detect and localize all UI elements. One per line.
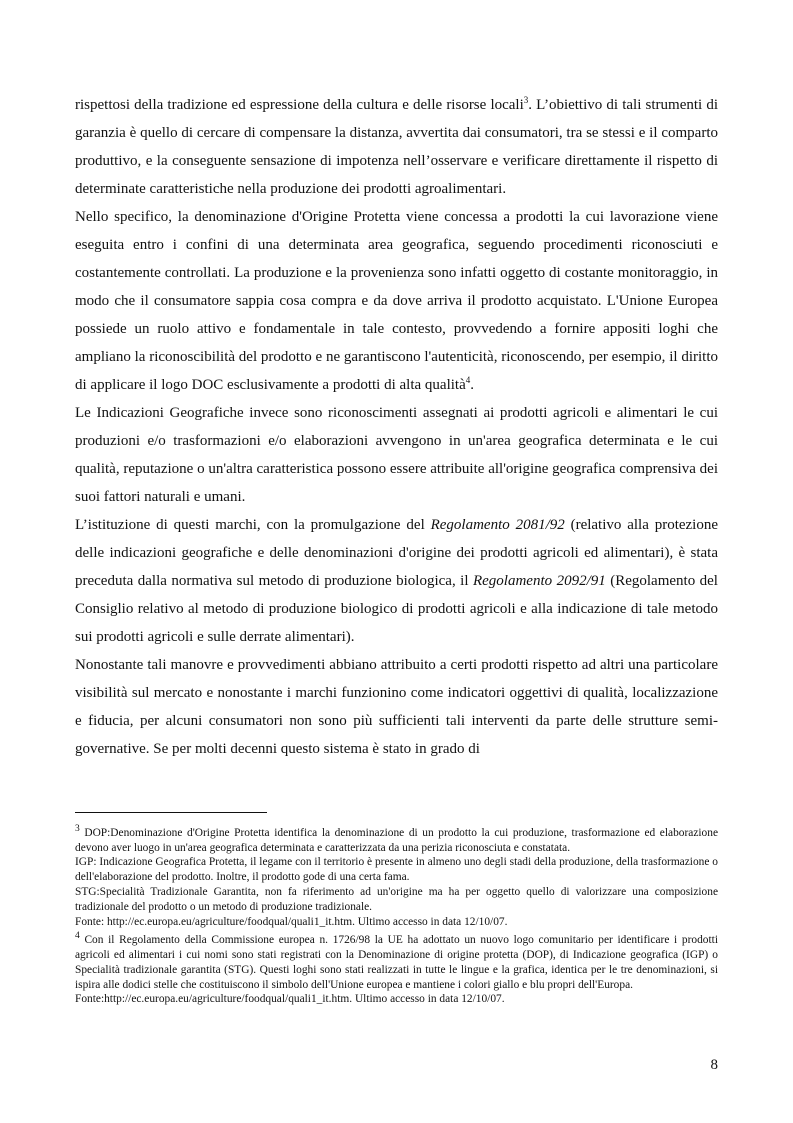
- footnote-3-dop: [75, 822, 718, 855]
- paragraph-4-text: L’istituzione di questi marchi, con la promulgazione del: [75, 517, 431, 533]
- footnote-3-source: Fonte: http://ec.europa.eu/agriculture/foodqual/quali1_it.htm. Ultimo accesso in data 12/10/07.: [75, 915, 508, 928]
- footnote-4-text: Con il Regolamento della Commissione europea n. 1726/98 la UE ha adottato un nuovo logo comunitario per identificare i prodotti agricoli ed alimentari i cui nomi sono stati registrati con la Denominazione di origine protetta (DOP), di Indicazione geografica (IGP) o Specialità tradizionale garantita (STG). Questi loghi sono stati realizzati in tutte le lingue e la grafica, identica per le tre denominazioni, si ispira alle dodici stelle che costituiscono il simbolo dell'Unione europea e mantiene i colori giallo e blu propri dell'Europa.: [75, 934, 718, 991]
- footnote-separator: [75, 812, 267, 813]
- footnote-3-dop-text: DOP:Denominazione d'Origine Protetta identifica la denominazione di un prodotto la cui produzione, trasformazione ed elaborazione devono aver luogo in un'area geografica determinata e caratterizzata da una perizia riconosciuta e constatata.: [75, 826, 718, 854]
- paragraph-2-text: Nello specifico, la denominazione d'Origine Protetta viene concessa a prodotti la cui lavorazione viene eseguita entro i confini di una determinata area geografica, seguendo procedimenti riconosciuti e costantemente controllati. La produzione e la provenienza sono infatti oggetto di costante monitoraggio, in modo che il consumatore sappia cosa compra e da dove arriva il prodotto acquistato. L'Unione Europea possiede un ruolo attivo e fondamentale in tale contesto, provvedendo a fornire appositi loghi che ampliano la riconoscibilità del prodotto e ne garantiscono l'autenticità, riconoscendo, per esempio, il diritto di applicare il logo DOC esclusivamente a prodotti di alta qualità: [75, 209, 718, 393]
- footnote-ref-3[interactable]: 3: [523, 95, 529, 105]
- paragraph-1: [75, 91, 718, 203]
- footnote-4-source: Fonte:http://ec.europa.eu/agriculture/foodqual/quali1_it.htm. Ultimo accesso in data 12/10/07.: [75, 993, 505, 1006]
- regulation-2081-92: Regolamento 2081/92: [430, 517, 565, 533]
- footnote-4-number: 4: [75, 931, 80, 942]
- paragraph-1-text-cont: . L’obiettivo di tali strumenti di garanzia è quello di cercare di compensare la distanza, avvertita dai consumatori, tra se stessi e il comparto produttivo, e la conseguente sensazione di impotenza nell’osservare e verificare direttamente il rispetto di determinate caratteristiche nella produzione dei prodotti agroalimentari.: [75, 97, 718, 197]
- paragraph-5: Nonostante tali manovre e provvedimenti abbiano attribuito a certi prodotti rispetto ad altri una particolare visibilità sul mercato e nonostante i marchi funzionino come indicatori oggettivi di qualità, localizzazione e fiducia, per alcuni consumatori non sono più sufficienti tali interventi da parte delle strutture semi-governative. Se per molti decenni questo sistema è stato in grado di: [75, 657, 718, 757]
- footnote-3-stg: STG:Specialità Tradizionale Garantita, non fa riferimento ad un'origine ma ha per oggetto quello di valorizzare una composizione tradizionale del prodotto o un metodo di produzione tradizionale.: [75, 885, 718, 913]
- paragraph-4-text-end: (Regolamento del Consiglio relativo al metodo di produzione biologico di prodotti agricoli e alla indicazione di tale metodo sui prodotti agricoli e sulle derrate alimentari).: [75, 573, 718, 645]
- paragraph-2-text-cont: .: [470, 377, 474, 393]
- footnote-4: [75, 929, 718, 992]
- paragraph-4: [75, 511, 718, 651]
- page-number: 8: [710, 1057, 718, 1073]
- paragraph-2: [75, 203, 718, 399]
- paragraph-4-text-cont: (relativo alla protezione delle indicazioni geografiche e delle denominazioni d'origine dei prodotti agricoli ed alimentari), è stata preceduta dalla normativa sul metodo di produzione biologica, il: [75, 517, 719, 589]
- body-text: [75, 91, 718, 763]
- footnote-3-number: 3: [75, 824, 80, 834]
- footnotes: [75, 822, 718, 1007]
- footnote-ref-4[interactable]: 4: [465, 375, 471, 385]
- regulation-2092-91: Regolamento 2092/91: [472, 573, 606, 589]
- paragraph-1-text: rispettosi della tradizione ed espressione della cultura e delle risorse locali: [75, 97, 524, 113]
- footnote-3-igp: IGP: Indicazione Geografica Protetta, il legame con il territorio è presente in almeno uno degli stadi della produzione, della trasformazione o dell'elaborazione del prodotto. Inoltre, il prodotto gode di una certa fama.: [75, 856, 718, 884]
- paragraph-3: Le Indicazioni Geografiche invece sono riconoscimenti assegnati ai prodotti agricoli e alimentari le cui produzioni e/o trasformazioni e/o elaborazioni avvengono in un'area geografica determinata e le cui qualità, reputazione o un'altra caratteristica possono essere attribuite all'origine geografica comprensiva dei suoi fattori naturali e umani.: [75, 405, 718, 505]
